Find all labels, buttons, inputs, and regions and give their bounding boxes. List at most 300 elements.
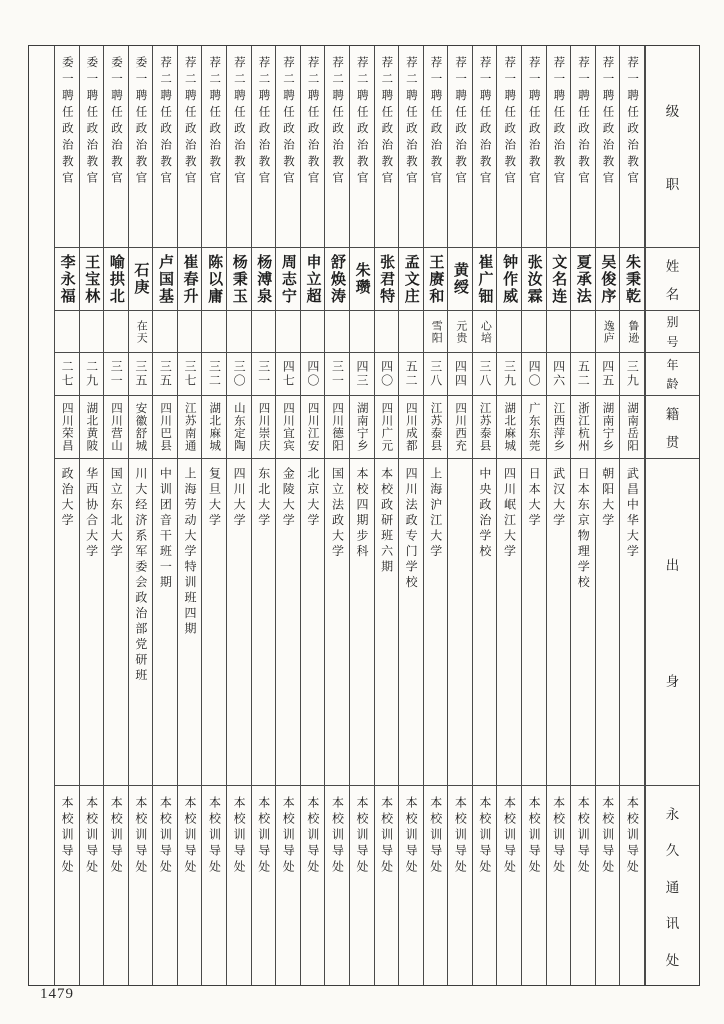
person-rank-text: 委一聘任政治教官 [85, 56, 98, 188]
person-native-place-text: 四川荣昌 [60, 402, 73, 452]
person-contact [80, 786, 104, 985]
person-age [350, 353, 374, 396]
person-origin [571, 459, 595, 786]
person-rank-text: 荐一聘任政治教官 [552, 56, 565, 188]
person-contact-text: 本校训导处 [576, 796, 591, 876]
person-native-place-text: 四川营山 [109, 402, 122, 452]
person-alias-text: 心培 [479, 319, 492, 344]
person-native-place [202, 396, 226, 459]
person-contact-text: 本校训导处 [477, 796, 492, 876]
person-contact [448, 786, 472, 985]
person-origin [522, 459, 546, 786]
person-name-text: 杨秉玉 [230, 253, 248, 305]
person-alias [522, 311, 546, 353]
person-origin-text: 武昌中华大学 [625, 467, 640, 560]
person-contact [153, 786, 177, 985]
person-native-place [153, 396, 177, 459]
person-origin [473, 459, 497, 786]
person-native-place [104, 396, 128, 459]
person-rank-text: 荐一聘任政治教官 [503, 56, 516, 188]
person-name-text: 夏承法 [574, 253, 592, 305]
person-alias [620, 311, 644, 353]
person-age-text: 五二 [576, 360, 591, 388]
person-age [227, 353, 251, 396]
person-name [104, 248, 128, 311]
person-age-text: 四〇 [527, 360, 542, 388]
person-native-place [547, 396, 571, 459]
person-alias [424, 311, 448, 353]
person-origin [153, 459, 177, 786]
person-column [547, 46, 572, 985]
person-age-text: 四七 [281, 360, 296, 388]
person-name-text: 陈以庸 [206, 253, 224, 305]
person-name-text: 黄绶 [451, 262, 469, 296]
person-rank [129, 46, 153, 248]
person-age-text: 四五 [600, 360, 615, 388]
person-name-text: 申立超 [304, 253, 322, 305]
person-name [596, 248, 620, 311]
person-alias [202, 311, 226, 353]
person-origin-text: 政治大学 [60, 467, 75, 529]
person-contact-text: 本校训导处 [305, 796, 320, 876]
person-column [227, 46, 252, 985]
person-origin-text: 东北大学 [256, 467, 271, 529]
person-age [522, 353, 546, 396]
person-age [129, 353, 153, 396]
person-rank-text: 荐二聘任政治教官 [404, 56, 417, 188]
person-name [80, 248, 104, 311]
person-age-text: 三五 [158, 360, 173, 388]
person-origin-text: 四川大学 [232, 467, 247, 529]
row-header-column [645, 46, 699, 985]
person-origin-text: 上海沪江大学 [428, 467, 443, 560]
person-column [80, 46, 105, 985]
person-column [104, 46, 129, 985]
person-contact-text: 本校训导处 [109, 796, 124, 876]
person-age [571, 353, 595, 396]
person-alias [448, 311, 472, 353]
person-alias [80, 311, 104, 353]
person-name-text: 钟作威 [501, 253, 519, 305]
person-column [596, 46, 621, 985]
person-rank [620, 46, 644, 248]
person-rank [55, 46, 79, 248]
person-origin-text: 朝阳大学 [600, 467, 615, 529]
person-age-text: 三五 [133, 360, 148, 388]
person-name-text: 王宝林 [83, 253, 101, 305]
person-rank-text: 荐一聘任政治教官 [626, 56, 639, 188]
person-name-text: 张汝霖 [525, 253, 543, 305]
person-alias-text: 鲁逊 [626, 319, 639, 344]
person-column [252, 46, 277, 985]
person-rank [571, 46, 595, 248]
person-contact [55, 786, 79, 985]
header-age-label: 年 龄 [645, 353, 699, 396]
person-age-text: 三一 [330, 360, 345, 388]
person-name-text: 吴俊序 [599, 253, 617, 305]
person-rank [202, 46, 226, 248]
person-age-text: 三七 [182, 360, 197, 388]
person-age [202, 353, 226, 396]
person-rank [350, 46, 374, 248]
person-native-place [80, 396, 104, 459]
person-contact-text: 本校训导处 [600, 796, 615, 876]
person-contact [571, 786, 595, 985]
person-rank-text: 荐二聘任政治教官 [282, 56, 295, 188]
person-native-place-text: 湖北麻城 [208, 402, 221, 452]
person-age [473, 353, 497, 396]
person-rank-text: 荐一聘任政治教官 [478, 56, 491, 188]
person-rank-text: 荐二聘任政治教官 [331, 56, 344, 188]
person-native-place [522, 396, 546, 459]
person-native-place [350, 396, 374, 459]
person-rank [399, 46, 423, 248]
person-origin [227, 459, 251, 786]
person-origin [202, 459, 226, 786]
person-origin [129, 459, 153, 786]
person-contact-text: 本校训导处 [355, 796, 370, 876]
person-column [153, 46, 178, 985]
person-rank-text: 荐二聘任政治教官 [159, 56, 172, 188]
person-rank [80, 46, 104, 248]
person-name [522, 248, 546, 311]
person-contact [178, 786, 202, 985]
person-origin [104, 459, 128, 786]
person-name-text: 文名连 [550, 253, 568, 305]
person-contact-text: 本校训导处 [428, 796, 443, 876]
person-rank [596, 46, 620, 248]
person-age [497, 353, 521, 396]
person-native-place [473, 396, 497, 459]
person-name-text: 周志宁 [279, 253, 297, 305]
person-rank-text: 荐二聘任政治教官 [306, 56, 319, 188]
person-native-place-text: 山东定陶 [232, 402, 245, 452]
person-age [424, 353, 448, 396]
person-native-place-text: 湖南宁乡 [355, 402, 368, 452]
person-age [252, 353, 276, 396]
person-rank-text: 荐一聘任政治教官 [454, 56, 467, 188]
person-native-place-text: 四川广元 [380, 402, 393, 452]
person-rank-text: 荐一聘任政治教官 [601, 56, 614, 188]
person-native-place-text: 江苏泰县 [429, 402, 442, 452]
person-origin-text: 国立东北大学 [109, 467, 124, 560]
person-column [276, 46, 301, 985]
person-contact [473, 786, 497, 985]
person-native-place-text: 浙江杭州 [576, 402, 589, 452]
person-name [202, 248, 226, 311]
person-alias [55, 311, 79, 353]
person-age-text: 三九 [502, 360, 517, 388]
person-origin-text: 川大经济系军委会政治部党研班 [133, 467, 148, 684]
person-rank [104, 46, 128, 248]
person-native-place [448, 396, 472, 459]
person-alias [252, 311, 276, 353]
person-column [55, 46, 80, 985]
person-alias [301, 311, 325, 353]
person-column [375, 46, 400, 985]
person-age [620, 353, 644, 396]
person-age-text: 三九 [625, 360, 640, 388]
person-origin-text: 中训团音干班一期 [158, 467, 173, 591]
person-name [375, 248, 399, 311]
person-name-text: 张君特 [378, 253, 396, 305]
person-origin [276, 459, 300, 786]
person-native-place-text: 四川江安 [306, 402, 319, 452]
person-native-place-text: 四川成都 [404, 402, 417, 452]
person-origin-text: 本校四期步科 [355, 467, 370, 560]
person-rank [448, 46, 472, 248]
person-native-place-text: 四川崇庆 [257, 402, 270, 452]
person-name-text: 崔春升 [181, 253, 199, 305]
person-age [301, 353, 325, 396]
person-name-text: 朱瓒 [353, 262, 371, 296]
person-origin-text: 日本东京物理学校 [576, 467, 591, 591]
person-contact [399, 786, 423, 985]
person-native-place [227, 396, 251, 459]
person-contact [129, 786, 153, 985]
person-rank [276, 46, 300, 248]
person-origin [252, 459, 276, 786]
person-name-text: 崔广钿 [476, 253, 494, 305]
person-native-place [375, 396, 399, 459]
person-alias [473, 311, 497, 353]
person-name [620, 248, 644, 311]
person-column [473, 46, 498, 985]
person-rank [497, 46, 521, 248]
person-contact [596, 786, 620, 985]
person-name [276, 248, 300, 311]
person-alias [547, 311, 571, 353]
person-origin [399, 459, 423, 786]
person-rank-text: 委一聘任政治教官 [134, 56, 147, 188]
person-origin [80, 459, 104, 786]
person-column [399, 46, 424, 985]
person-contact [227, 786, 251, 985]
person-contact-text: 本校训导处 [453, 796, 468, 876]
person-name-text: 石庚 [132, 262, 150, 296]
empty-left-column [29, 46, 55, 985]
person-contact-text: 本校训导处 [502, 796, 517, 876]
person-native-place-text: 四川德阳 [331, 402, 344, 452]
person-column [301, 46, 326, 985]
person-age-text: 二七 [60, 360, 75, 388]
person-alias [571, 311, 595, 353]
person-alias [178, 311, 202, 353]
person-alias [153, 311, 177, 353]
person-contact-text: 本校训导处 [256, 796, 271, 876]
page-number: 1479 [40, 986, 74, 1002]
person-name-text: 喻拱北 [107, 253, 125, 305]
person-alias [325, 311, 349, 353]
person-age-text: 四〇 [379, 360, 394, 388]
person-rank [424, 46, 448, 248]
person-native-place-text: 江苏泰县 [478, 402, 491, 452]
person-native-place [55, 396, 79, 459]
person-origin-text: 金陵大学 [281, 467, 296, 529]
person-age-text: 四〇 [305, 360, 320, 388]
person-column [497, 46, 522, 985]
person-rank [375, 46, 399, 248]
person-contact [325, 786, 349, 985]
person-name-text: 卢国基 [156, 253, 174, 305]
person-origin-text: 武汉大学 [551, 467, 566, 529]
person-name [227, 248, 251, 311]
person-origin-text: 北京大学 [305, 467, 320, 529]
person-alias [350, 311, 374, 353]
person-age-text: 三八 [428, 360, 443, 388]
person-age [399, 353, 423, 396]
person-name-text: 孟文庄 [402, 253, 420, 305]
person-name [301, 248, 325, 311]
person-contact-text: 本校训导处 [404, 796, 419, 876]
person-rank-text: 荐一聘任政治教官 [527, 56, 540, 188]
person-column [178, 46, 203, 985]
person-rank [252, 46, 276, 248]
person-name [129, 248, 153, 311]
person-name-text: 舒焕涛 [329, 253, 347, 305]
person-rank [227, 46, 251, 248]
person-origin-text: 本校政研班六期 [379, 467, 394, 576]
person-column [325, 46, 350, 985]
person-column [350, 46, 375, 985]
person-name [55, 248, 79, 311]
person-age-text: 三〇 [232, 360, 247, 388]
person-alias [497, 311, 521, 353]
person-name-text: 李永福 [58, 253, 76, 305]
person-column [202, 46, 227, 985]
person-native-place-text: 湖北黄陂 [85, 402, 98, 452]
person-rank [547, 46, 571, 248]
person-age [325, 353, 349, 396]
person-origin [424, 459, 448, 786]
person-alias-text: 在天 [135, 319, 148, 344]
person-age-text: 四六 [551, 360, 566, 388]
person-contact [620, 786, 644, 985]
person-native-place-text: 广东东莞 [527, 402, 540, 452]
person-contact-text: 本校训导处 [625, 796, 640, 876]
person-age-text: 二九 [84, 360, 99, 388]
person-column [571, 46, 596, 985]
header-origin-label: 出 身 [645, 459, 699, 786]
person-contact-text: 本校训导处 [84, 796, 99, 876]
person-origin [350, 459, 374, 786]
person-alias [375, 311, 399, 353]
person-age [55, 353, 79, 396]
person-contact [202, 786, 226, 985]
person-contact [522, 786, 546, 985]
person-rank-text: 荐二聘任政治教官 [355, 56, 368, 188]
person-age-text: 三一 [256, 360, 271, 388]
person-alias [276, 311, 300, 353]
person-rank [301, 46, 325, 248]
person-age [596, 353, 620, 396]
person-native-place [301, 396, 325, 459]
header-alias-label: 别 号 [645, 311, 699, 353]
person-rank-text: 委一聘任政治教官 [60, 56, 73, 188]
person-age-text: 四四 [453, 360, 468, 388]
person-name [424, 248, 448, 311]
person-native-place-text: 江苏南通 [183, 402, 196, 452]
person-age [448, 353, 472, 396]
person-native-place-text: 四川宜宾 [282, 402, 295, 452]
person-native-place [596, 396, 620, 459]
header-contact-label: 永 久 通 讯 处 [645, 786, 699, 985]
person-contact-text: 本校训导处 [207, 796, 222, 876]
person-contact-text: 本校训导处 [158, 796, 173, 876]
person-native-place [399, 396, 423, 459]
person-contact [276, 786, 300, 985]
person-column [129, 46, 154, 985]
person-native-place-text: 湖南宁乡 [601, 402, 614, 452]
person-name [547, 248, 571, 311]
person-origin-text: 四川岷江大学 [502, 467, 517, 560]
person-origin [497, 459, 521, 786]
person-origin-text: 日本大学 [527, 467, 542, 529]
person-name-text: 朱秉乾 [623, 253, 641, 305]
person-origin-text: 上海劳动大学特训班四期 [182, 467, 197, 638]
person-contact-text: 本校训导处 [330, 796, 345, 876]
person-name [497, 248, 521, 311]
person-contact-text: 本校训导处 [551, 796, 566, 876]
person-contact [104, 786, 128, 985]
person-rank [473, 46, 497, 248]
person-column [424, 46, 449, 985]
person-contact [375, 786, 399, 985]
person-age [104, 353, 128, 396]
person-rank [178, 46, 202, 248]
person-age-text: 三一 [109, 360, 124, 388]
person-name [178, 248, 202, 311]
person-rank [522, 46, 546, 248]
person-rank [153, 46, 177, 248]
person-rank-text: 荐一聘任政治教官 [576, 56, 589, 188]
person-rank-text: 荐二聘任政治教官 [208, 56, 221, 188]
person-native-place [620, 396, 644, 459]
person-rank-text: 荐二聘任政治教官 [380, 56, 393, 188]
person-alias [129, 311, 153, 353]
person-age [276, 353, 300, 396]
person-native-place-text: 湖南岳阳 [626, 402, 639, 452]
person-name [399, 248, 423, 311]
person-contact [350, 786, 374, 985]
person-rank-text: 荐一聘任政治教官 [429, 56, 442, 188]
person-alias [227, 311, 251, 353]
person-alias [596, 311, 620, 353]
person-name-text: 杨溥泉 [255, 253, 273, 305]
person-contact [301, 786, 325, 985]
person-contact-text: 本校训导处 [232, 796, 247, 876]
person-native-place-text: 四川巴县 [159, 402, 172, 452]
person-origin-text: 中央政治学校 [477, 467, 492, 560]
person-rank-text: 委一聘任政治教官 [109, 56, 122, 188]
person-age [547, 353, 571, 396]
person-origin-text: 复旦大学 [207, 467, 222, 529]
person-native-place-text: 安徽舒城 [134, 402, 147, 452]
person-age-text: 五二 [404, 360, 419, 388]
person-column [522, 46, 547, 985]
person-age [178, 353, 202, 396]
person-columns [55, 46, 645, 985]
person-contact-text: 本校训导处 [281, 796, 296, 876]
person-rank-text: 荐二聘任政治教官 [257, 56, 270, 188]
person-rank [325, 46, 349, 248]
person-native-place [497, 396, 521, 459]
person-name [448, 248, 472, 311]
person-contact-text: 本校训导处 [182, 796, 197, 876]
person-alias-text: 雪阳 [430, 319, 443, 344]
person-age [80, 353, 104, 396]
person-origin-text: 四川法政专门学校 [404, 467, 419, 591]
